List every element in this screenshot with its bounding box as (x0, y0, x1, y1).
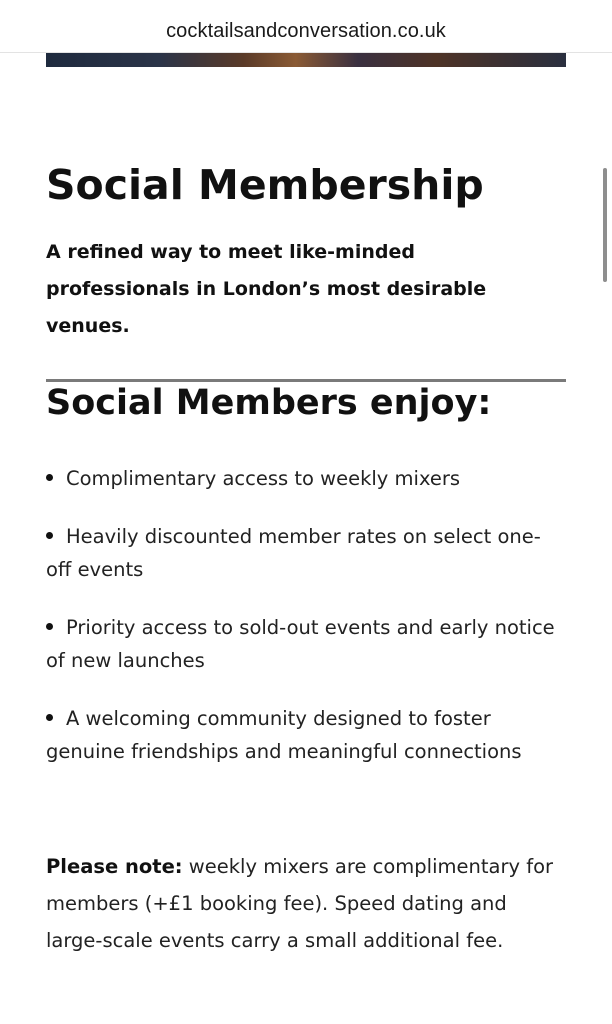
list-item (46, 462, 566, 495)
benefit-text: A welcoming community designed to foster genuine friendships and meaningful connections (46, 707, 522, 763)
page-title: Social Membership (46, 161, 484, 209)
bullet-icon (46, 532, 53, 539)
benefit-text: Priority access to sold-out events and early notice of new launches (46, 616, 555, 672)
bullet-icon (46, 714, 53, 721)
intro-text: A refined way to meet like-minded professionals in London’s most desirable venues. (46, 241, 487, 337)
fee-note (46, 848, 561, 959)
bullet-icon (46, 474, 53, 481)
benefit-text: Complimentary access to weekly mixers (66, 467, 461, 490)
url-text[interactable]: cocktailsandconversation.co.uk (166, 19, 446, 42)
note-text: weekly mixers are complimentary for members (+£1 booking fee). Speed dating and large-scale events carry a small additional fee. (46, 855, 554, 952)
benefits-list (46, 462, 566, 793)
scrollbar[interactable] (603, 168, 607, 282)
note-label: Please note: (46, 855, 183, 878)
list-item (46, 611, 566, 677)
benefit-text: Heavily discounted member rates on select one-off events (46, 525, 541, 581)
list-item (46, 520, 566, 586)
list-item (46, 702, 566, 768)
benefits-heading: Social Members enjoy: (46, 383, 492, 423)
address-bar[interactable] (0, 0, 612, 53)
bullet-icon (46, 623, 53, 630)
hero-image (46, 52, 566, 67)
